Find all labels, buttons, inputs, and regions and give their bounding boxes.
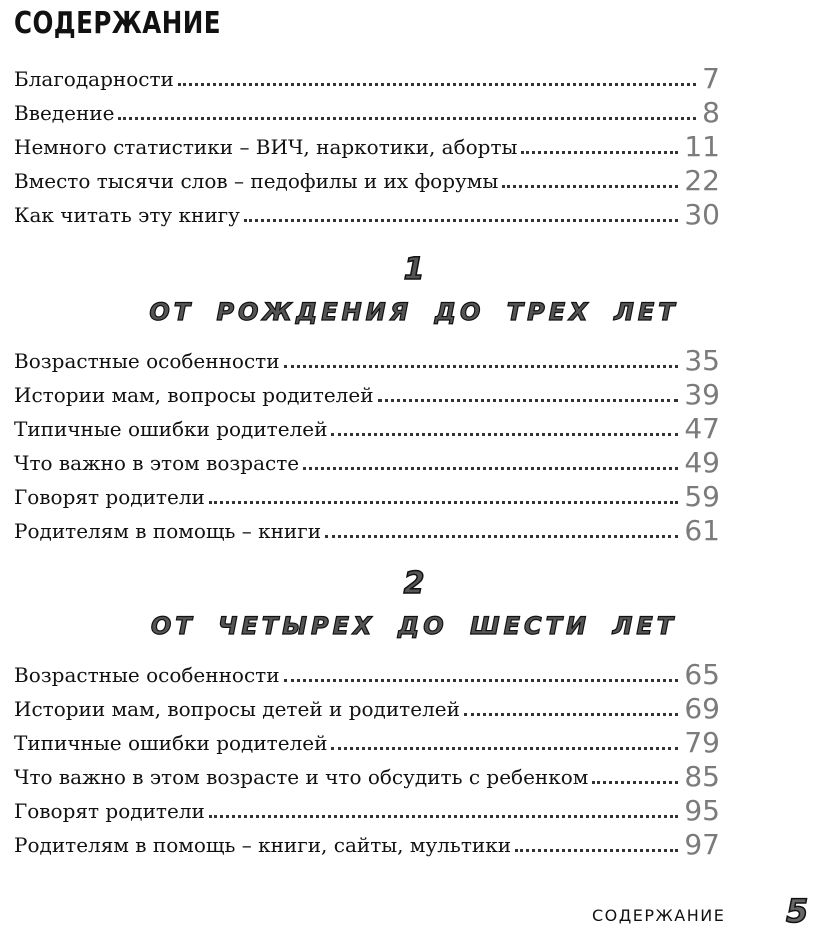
toc-entry-label: Возрастные особенности xyxy=(14,349,280,373)
page-number: 5 xyxy=(786,892,809,930)
toc-entry-label: Возрастные особенности xyxy=(14,663,280,687)
section-number: 1 xyxy=(403,252,425,287)
toc-entry-label: Что важно в этом возрасте xyxy=(14,451,300,475)
toc-entry-label: Типичные ошибки родителей xyxy=(14,731,328,755)
toc-entry-page: 65 xyxy=(684,658,720,691)
toc-entry[interactable] xyxy=(14,478,720,512)
dot-leader xyxy=(178,83,696,86)
dot-leader xyxy=(325,535,678,538)
dot-leader xyxy=(209,501,679,504)
toc-entry-label: Что важно в этом возрасте и что обсудить с ребенком xyxy=(14,765,589,789)
toc-entry-page: 39 xyxy=(684,378,720,411)
toc-entry-page: 59 xyxy=(684,480,720,513)
dot-leader xyxy=(464,713,678,716)
toc-entry-page: 79 xyxy=(684,726,720,759)
toc-entry-label: Благодарности xyxy=(14,67,174,91)
toc-entry-label: Истории мам, вопросы родителей xyxy=(14,383,374,407)
toc-entry-page: 95 xyxy=(684,794,720,827)
toc-entry-page: 35 xyxy=(684,344,720,377)
toc-entry[interactable] xyxy=(14,342,720,376)
dot-leader xyxy=(284,365,679,368)
toc-entry[interactable] xyxy=(14,128,720,162)
section-number: 2 xyxy=(403,566,425,601)
toc-entry-label: Типичные ошибки родителей xyxy=(14,417,328,441)
toc-entry-label: Введение xyxy=(14,101,115,125)
dot-leader xyxy=(331,433,678,436)
section-title: ОТ РОЖДЕНИЯ ДО ТРЕХ ЛЕТ xyxy=(149,298,679,326)
running-footer-label: СОДЕРЖАНИЕ xyxy=(592,906,726,925)
toc-entry-page: 49 xyxy=(684,446,720,479)
toc-entry[interactable] xyxy=(14,792,720,826)
toc-entry[interactable] xyxy=(14,690,720,724)
toc-entry-page: 97 xyxy=(684,828,720,861)
toc-entry[interactable] xyxy=(14,60,720,94)
toc-entry-page: 47 xyxy=(684,412,720,445)
toc-entry-page: 69 xyxy=(684,692,720,725)
toc-entry-page: 30 xyxy=(684,198,720,231)
page-title: СОДЕРЖАНИЕ xyxy=(14,6,221,41)
toc-entry-label: Родителям в помощь – книги, сайты, мультики xyxy=(14,833,512,857)
toc-entry[interactable] xyxy=(14,826,720,860)
toc-entry-label: Говорят родители xyxy=(14,485,205,509)
dot-leader xyxy=(331,747,678,750)
toc-entry[interactable] xyxy=(14,656,720,690)
toc-entry-label: Немного статистики – ВИЧ, наркотики, аборты xyxy=(14,135,518,159)
toc-entry[interactable] xyxy=(14,724,720,758)
dot-leader xyxy=(118,117,696,120)
toc-entry-label: Как читать эту книгу xyxy=(14,203,240,227)
toc-entry-page: 11 xyxy=(684,130,720,163)
toc-entry[interactable] xyxy=(14,162,720,196)
toc-entry-page: 85 xyxy=(684,760,720,793)
dot-leader xyxy=(592,781,678,784)
toc-entry[interactable] xyxy=(14,376,720,410)
toc-entry-label: Говорят родители xyxy=(14,799,205,823)
toc-entry[interactable] xyxy=(14,758,720,792)
section-title: ОТ ЧЕТЫРЕХ ДО ШЕСТИ ЛЕТ xyxy=(150,612,678,640)
dot-leader xyxy=(502,185,678,188)
toc-entry-page: 61 xyxy=(684,514,720,547)
toc-entry-page: 8 xyxy=(702,96,720,129)
toc-entry-page: 22 xyxy=(684,164,720,197)
toc-entry-page: 7 xyxy=(702,62,720,95)
toc-entry-label: Родителям в помощь – книги xyxy=(14,519,322,543)
toc-entry[interactable] xyxy=(14,94,720,128)
toc-entry[interactable] xyxy=(14,444,720,478)
dot-leader xyxy=(244,219,678,222)
dot-leader xyxy=(515,849,678,852)
toc-entry[interactable] xyxy=(14,512,720,546)
dot-leader xyxy=(521,151,678,154)
toc-entry[interactable] xyxy=(14,410,720,444)
toc-entry-label: Вместо тысячи слов – педофилы и их форумы xyxy=(14,169,499,193)
toc-entry[interactable] xyxy=(14,196,720,230)
dot-leader xyxy=(284,679,679,682)
dot-leader xyxy=(378,399,679,402)
dot-leader xyxy=(209,815,679,818)
toc-entry-label: Истории мам, вопросы детей и родителей xyxy=(14,697,460,721)
dot-leader xyxy=(303,467,678,470)
